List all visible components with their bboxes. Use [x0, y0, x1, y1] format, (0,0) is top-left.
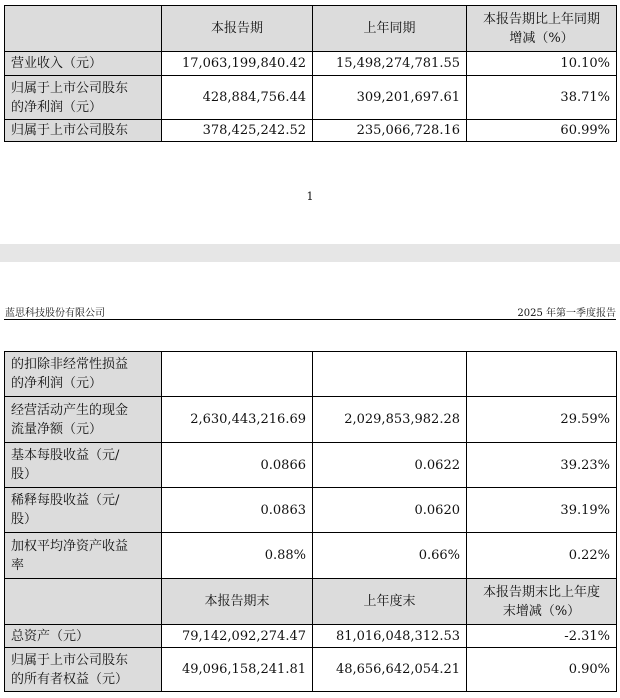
change-value: -2.31% — [467, 625, 617, 648]
prior-value: 81,016,048,312.53 — [313, 625, 467, 648]
table-row — [5, 352, 617, 397]
change-value: 38.71% — [467, 76, 617, 120]
header-change-percent: 本报告期比上年同期 增减（%） — [467, 6, 617, 52]
prior-value: 48,656,642,054.21 — [313, 648, 467, 692]
row-label: 归属于上市公司股东 — [5, 120, 162, 142]
header-current-period: 本报告期 — [162, 6, 313, 52]
table-header-row — [5, 6, 617, 52]
current-value: 0.0866 — [162, 443, 313, 488]
header-empty-cell — [5, 6, 162, 52]
header-rule — [4, 319, 616, 320]
change-value: 29.59% — [467, 397, 617, 443]
prior-value: 2,029,853,982.28 — [313, 397, 467, 443]
current-value: 2,630,443,216.69 — [162, 397, 313, 443]
table-header-row — [5, 579, 617, 625]
row-label: 总资产（元） — [5, 625, 162, 648]
current-value: 49,096,158,241.81 — [162, 648, 313, 692]
header-empty-cell — [5, 579, 162, 625]
row-label: 基本每股收益（元/ 股） — [5, 443, 162, 488]
row-label: 归属于上市公司股东 的净利润（元） — [5, 76, 162, 120]
page-break — [0, 244, 620, 262]
running-header-report: 2025 年第一季度报告 — [517, 308, 616, 319]
row-label: 营业收入（元） — [5, 52, 162, 76]
table-row — [5, 397, 617, 443]
table-row — [5, 533, 617, 579]
row-label: 经营活动产生的现金 流量净额（元） — [5, 397, 162, 443]
table-row — [5, 488, 617, 533]
prior-value: 0.0620 — [313, 488, 467, 533]
change-value: 39.19% — [467, 488, 617, 533]
table-row — [5, 443, 617, 488]
header-change-percent: 本报告期末比上年度 末增减（%） — [467, 579, 617, 625]
table-row — [5, 648, 617, 692]
prior-value: 0.0622 — [313, 443, 467, 488]
table-row — [5, 52, 617, 76]
current-value: 17,063,199,840.42 — [162, 52, 313, 76]
table-row — [5, 120, 617, 142]
change-value: 0.90% — [467, 648, 617, 692]
current-value: 378,425,242.52 — [162, 120, 313, 142]
header-prior-period: 上年同期 — [313, 6, 467, 52]
prior-value: 309,201,697.61 — [313, 76, 467, 120]
table-row — [5, 625, 617, 648]
row-label: 加权平均净资产收益 率 — [5, 533, 162, 579]
table-row — [5, 76, 617, 120]
header-period-end: 本报告期末 — [162, 579, 313, 625]
change-value: 60.99% — [467, 120, 617, 142]
change-value — [467, 352, 617, 397]
prior-value: 235,066,728.16 — [313, 120, 467, 142]
change-value: 10.10% — [467, 52, 617, 76]
page-number: 1 — [306, 190, 314, 203]
current-value: 0.0863 — [162, 488, 313, 533]
row-label: 稀释每股收益（元/ 股） — [5, 488, 162, 533]
change-value: 0.22% — [467, 533, 617, 579]
current-value: 0.88% — [162, 533, 313, 579]
running-header-company: 蓝思科技股份有限公司 — [5, 308, 105, 319]
header-prior-year-end: 上年度末 — [313, 579, 467, 625]
row-label: 归属于上市公司股东 的所有者权益（元） — [5, 648, 162, 692]
prior-value: 15,498,274,781.55 — [313, 52, 467, 76]
current-value: 428,884,756.44 — [162, 76, 313, 120]
prior-value — [313, 352, 467, 397]
current-value — [162, 352, 313, 397]
row-label: 的扣除非经常性损益 的净利润（元） — [5, 352, 162, 397]
financial-summary-table-bottom — [4, 351, 617, 692]
prior-value: 0.66% — [313, 533, 467, 579]
current-value: 79,142,092,274.47 — [162, 625, 313, 648]
change-value: 39.23% — [467, 443, 617, 488]
financial-summary-table-top — [4, 5, 617, 142]
